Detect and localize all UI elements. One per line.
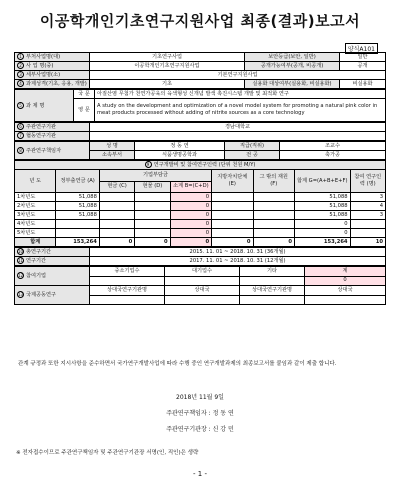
etc-cell [253,193,294,202]
year-cell: 5차년도 [15,229,56,238]
eng-tag: 영 문 [74,99,95,122]
table-row [15,220,386,229]
sum-col: 계 [305,267,386,277]
mm-cell: 3 [350,211,385,220]
kor-title: 아질산염 무첨가 천연가공육의 육색형성 신개념 발색 촉진시스템 개발 및 최적화 연구 [95,90,386,99]
sub-col: 소계 B=(C+D) [170,181,211,193]
subproject-label: 3 세부사업명(소) [15,71,90,80]
sum-val: 0 [305,276,386,286]
large-val [165,276,240,286]
partner-table [14,266,386,305]
major-col: 전 공 [225,151,280,160]
public-value: 공개 [340,62,386,71]
kind-cell [135,229,170,238]
host-value: 경남대학교 [90,123,386,132]
other-val [240,276,305,286]
num-3-icon: 3 [17,71,24,78]
current-period-label: 11 연구기간 [15,257,90,266]
page-number: - 1 - [193,470,207,478]
pos-col: 직급(직위) [225,142,280,151]
cash-cell [99,193,134,202]
budget-label: 9 연구개발비 및 참여연구인력 (단위 천원 M/Y) [15,161,386,170]
total-cell: 51,088 [294,202,350,211]
intl-country-val-2 [305,295,386,305]
year-cell: 3차년도 [15,211,56,220]
total-cell: 51,088 [294,193,350,202]
table-row [15,202,386,211]
num-12-icon: 12 [18,273,24,278]
cash-cell [99,202,134,211]
gov-cell: 51,088 [56,211,99,220]
etc-cell [253,229,294,238]
pi-label: 8 주관연구책임자 [15,142,90,160]
coop-value [90,132,386,141]
gov-cell: 51,088 [56,193,99,202]
green-label: 실용화 대상여부(실용화, 비실용화) [245,80,340,89]
total-cell: 0 [294,220,350,229]
mm-cell: 3 [350,193,385,202]
local-cell [212,193,253,202]
dept-col: 소속부서 [90,151,135,160]
program-name-value: 기초연구사업 [90,53,245,62]
total-col: 합계 G=(A+B+E+F) [294,170,350,193]
mm-cell [350,229,385,238]
num-2-icon: 2 [17,62,24,69]
sign-date: 2018년 11월 9일 [176,394,224,401]
sum-local: 0 [212,238,253,247]
sum-gov: 153,264 [56,238,99,247]
report-title: 이공학개인기초연구지원사업 최종(결과)보고서 [39,12,361,30]
dept-val: 식품생명공학과 [135,151,225,160]
type-label: 4 과제성격(기초, 응용, 개발) [15,80,90,89]
sme-col: 중소기업수 [90,267,165,277]
program-name-label: 1 부처사업명(대) [15,53,90,62]
partner-label: 12 참여기업 [15,267,90,286]
num-9-icon: 9 [145,161,152,168]
num-10-icon: 10 [18,249,24,254]
kind-cell [135,193,170,202]
subproject-value: 기본연구지원사업 [90,71,386,80]
org-table [14,122,386,141]
large-col: 대기업수 [165,267,240,277]
report-form [14,52,386,305]
table-row [15,229,386,238]
sum-sub: 0 [170,238,211,247]
gov-cell: 51,088 [56,202,99,211]
intl-host-val [90,295,165,305]
coop-label: 7 협동연구기관 [15,132,90,141]
num-13-icon: 13 [18,292,24,297]
intl-country-col-2: 상대국 [305,286,386,296]
etc-cell [253,211,294,220]
current-period-value: 2017. 11. 01 ~ 2018. 10. 31 (12개월) [90,257,386,266]
note: ※ 전자접수이므로 주관연구책임자 및 주관연구기관장 서명(인, 직인)은 생략 [16,450,199,456]
project-label: 2 사 업 명(중) [15,62,90,71]
num-11-icon: 11 [18,258,24,263]
pos-val: 조교수 [280,142,386,151]
cash-cell [99,229,134,238]
etc-cell [253,202,294,211]
name-val: 정 동 연 [135,142,225,151]
sub-cell: 0 [170,220,211,229]
security-value: 일반 [340,53,386,62]
sub-cell: 0 [170,211,211,220]
title-table [14,89,386,122]
sum-mm: 10 [350,238,385,247]
cash-cell [99,220,134,229]
sum-cash: 0 [99,238,134,247]
kind-cell [135,220,170,229]
table-row [15,193,386,202]
pi-table [14,141,386,160]
kor-tag: 국 문 [74,90,95,99]
local-col: 지방자치단체 (E) [212,170,253,193]
sum-total: 153,264 [294,238,350,247]
year-cell: 1차년도 [15,193,56,202]
num-6-icon: 6 [17,123,24,130]
etc-cell [253,220,294,229]
total-period-label: 10 총연구기간 [15,248,90,257]
sub-cell: 0 [170,229,211,238]
intl-host-col: 상대국연구기관명 [90,286,165,296]
statement: 관계 규정과 또한 지시사항을 준수하면서 국가연구개발사업에 따라 수행 중인 연구개발과제의 최종보고서를 붙임과 같이 제출 합니다. [18,361,337,367]
table-row [15,211,386,220]
type-value: 기초 [90,80,245,89]
kind-cell [135,211,170,220]
intl-country-col: 상대국 [165,286,240,296]
mm-cell [350,220,385,229]
year-cell: 2차년도 [15,202,56,211]
security-label: 보안등급(보안, 일반) [245,53,340,62]
kind-col: 현물 (D) [135,181,170,193]
sum-etc: 0 [253,238,294,247]
intl-host-col-2: 상대국연구기관명 [240,286,305,296]
sme-val [90,276,165,286]
task-label: 5 과 제 명 [15,90,74,122]
sub-cell: 0 [170,202,211,211]
kind-cell [135,202,170,211]
eng-title: A study on the development and optimization of a novel model system for promoting a natural pink color in meat products processed without adding of nitrite sources as a core technology [95,99,386,122]
cash-col: 현금 (C) [99,181,134,193]
local-cell [212,211,253,220]
num-5-icon: 5 [17,102,24,109]
local-cell [212,229,253,238]
mm-cell: 4 [350,202,385,211]
mm-col: 참여 연구인력 (명) [350,170,385,193]
sub-cell: 0 [170,193,211,202]
local-cell [212,220,253,229]
intl-label: 13 국제공동연구 [15,286,90,305]
sum-row [15,238,386,247]
etc-col: 그 밖의 재원 (F) [253,170,294,193]
gov-cell [56,220,99,229]
total-period-value: 2015. 11. 01 ~ 2018. 10. 31 (36개월) [90,248,386,257]
num-4-icon: 4 [17,80,24,87]
major-val: 축가공 [280,151,386,160]
intl-country-val [165,295,240,305]
info-table [14,52,386,89]
other-col: 기타 [240,267,305,277]
project-value: 이공학개인기초연구지원사업 [90,62,245,71]
total-cell: 0 [294,229,350,238]
local-cell [212,202,253,211]
period-table [14,247,386,266]
sign-head: 주관연구기관장 : 신 강 민 [166,426,234,433]
budget-table [14,160,386,247]
intl-host-val-2 [240,295,305,305]
private-group: 기업부담금 [99,170,211,182]
year-col: 년 도 [15,170,56,193]
public-label: 공개가능여부(공개, 비공개) [245,62,340,71]
year-cell: 4차년도 [15,220,56,229]
total-cell: 51,088 [294,211,350,220]
name-col: 성 명 [90,142,135,151]
host-label: 6 주관연구기관 [15,123,90,132]
num-7-icon: 7 [17,132,24,139]
num-8-icon: 8 [17,147,24,154]
gov-col: 정부출연금 (A) [56,170,99,193]
form-id: 양식A101 [345,43,378,54]
num-1-icon: 1 [17,53,24,60]
green-value: 비실용화 [340,80,386,89]
sum-kind: 0 [135,238,170,247]
sign-pi: 주관연구책임자 : 정 동 연 [166,410,234,417]
gov-cell [56,229,99,238]
sum-label: 합계 [15,238,56,247]
cash-cell [99,211,134,220]
